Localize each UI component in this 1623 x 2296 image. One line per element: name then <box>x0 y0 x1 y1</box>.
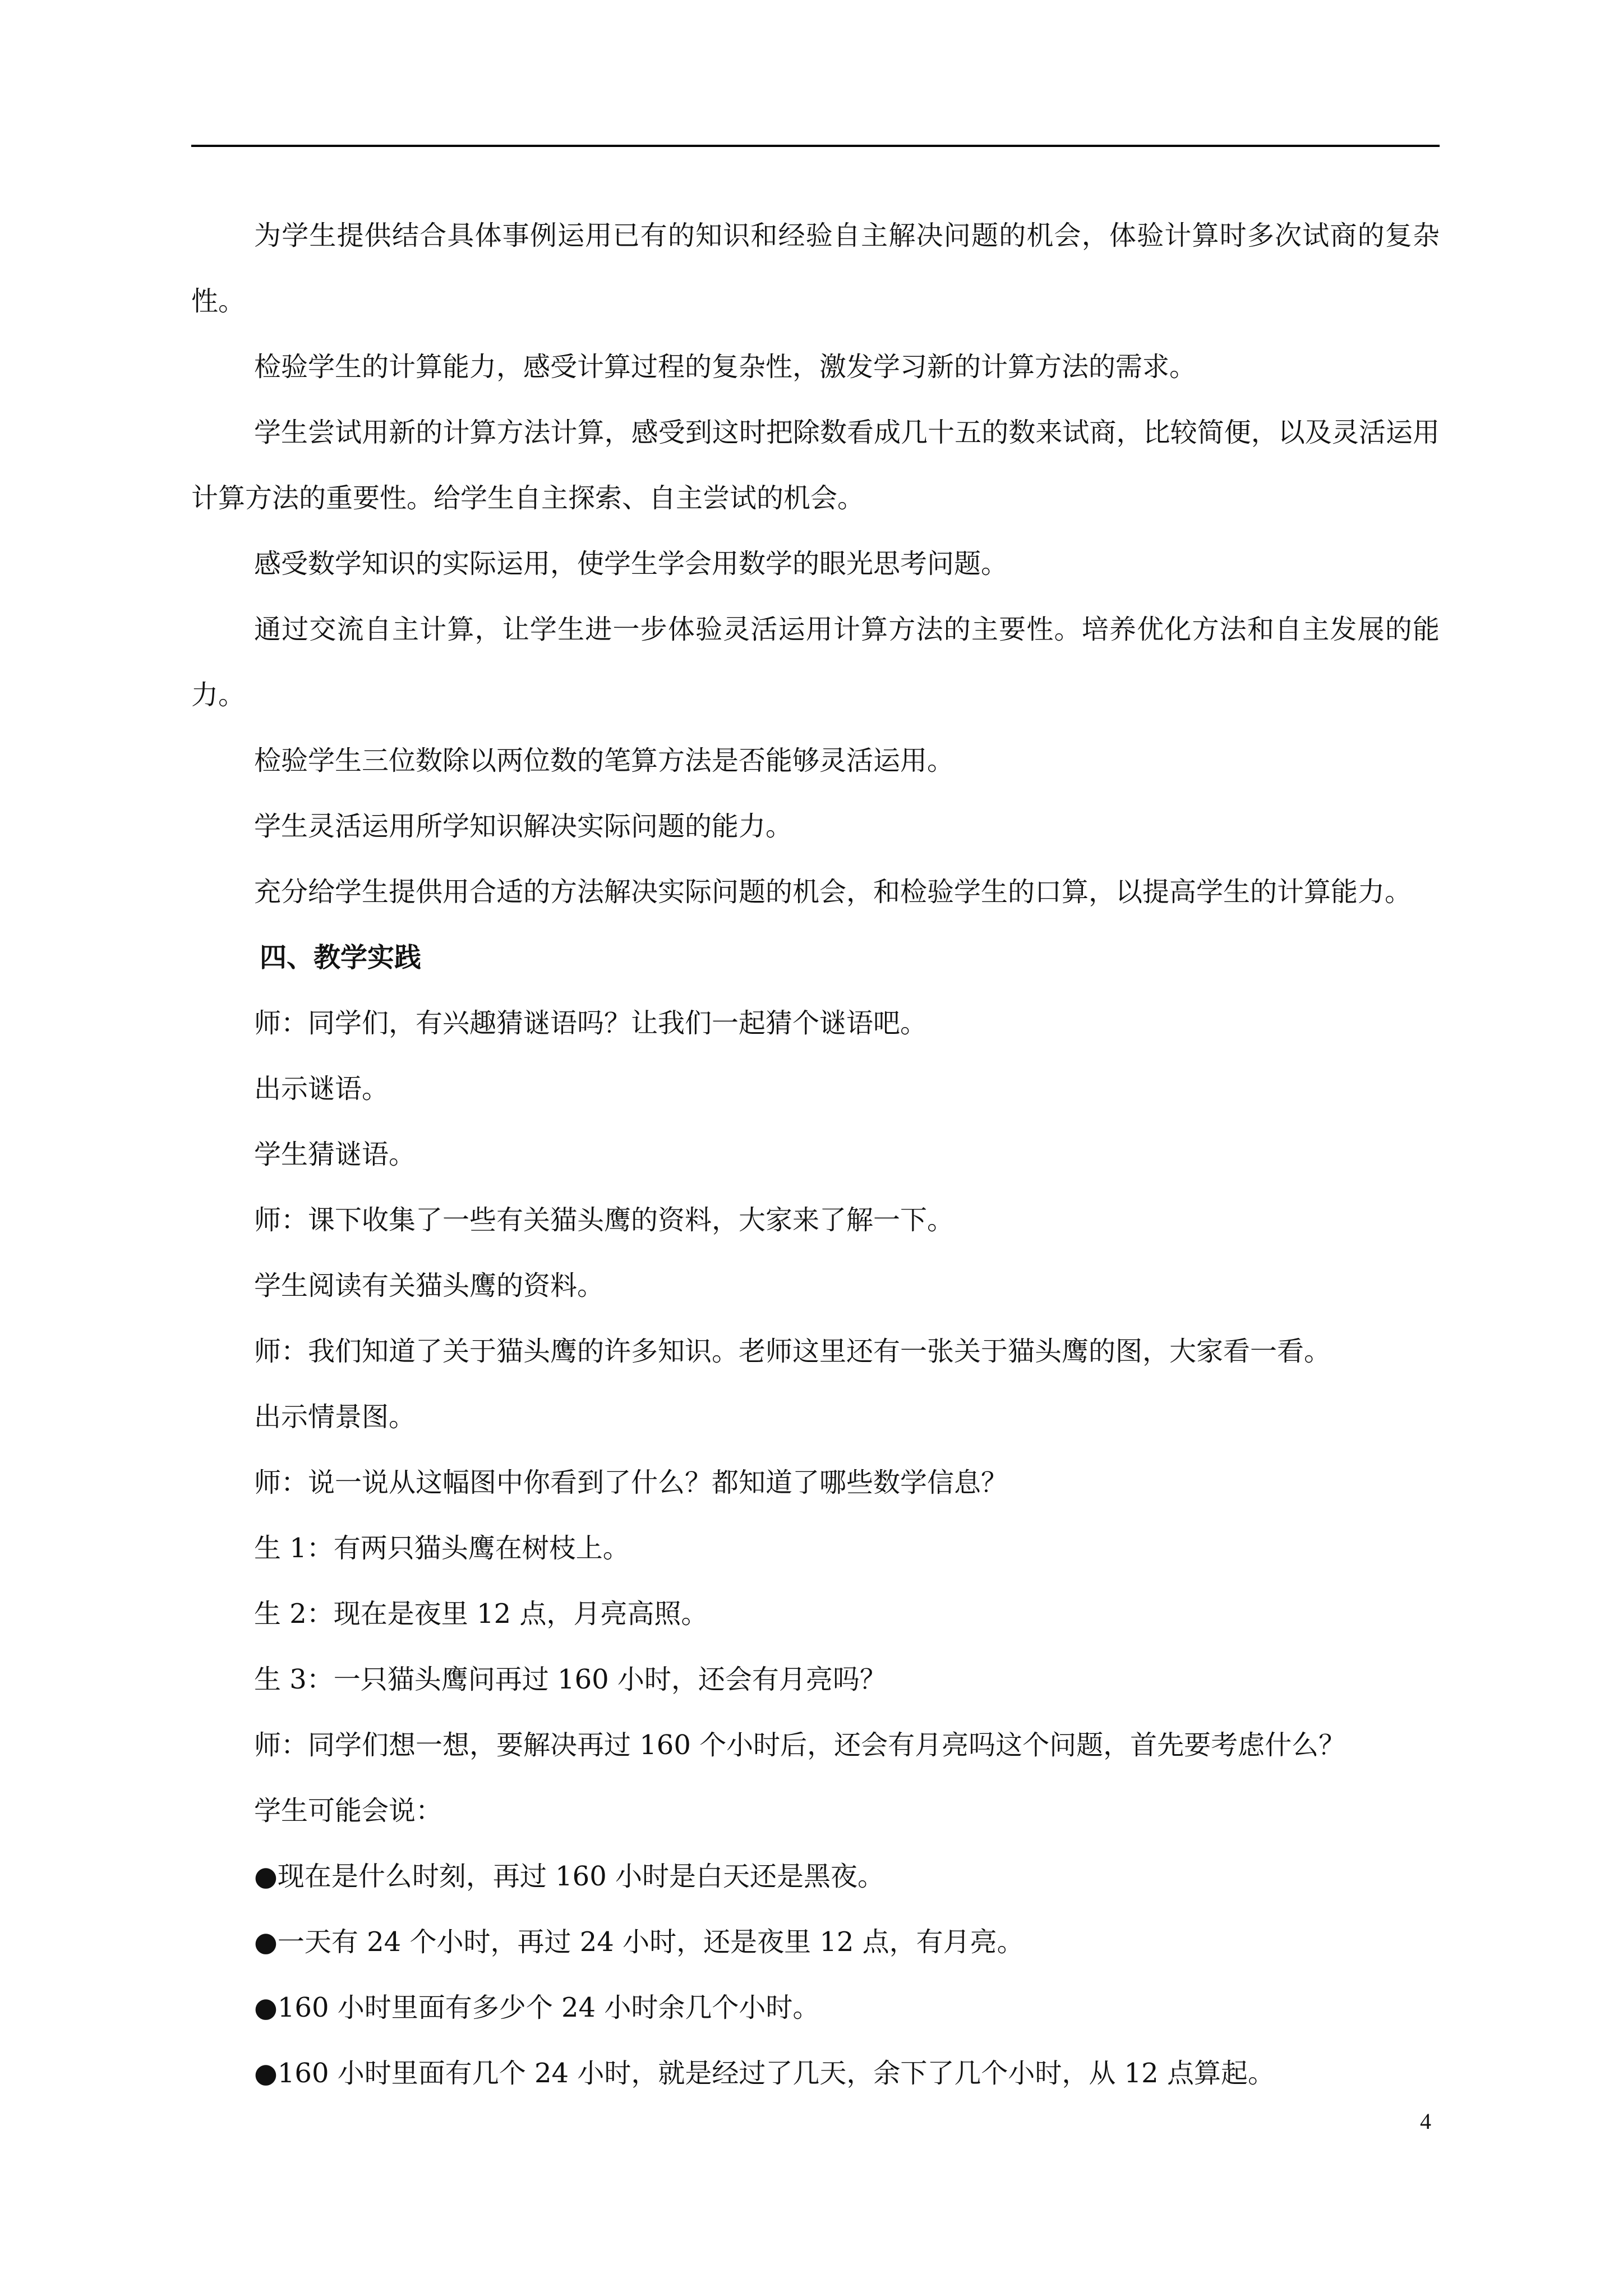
paragraph: 学生可能会说： <box>254 1795 443 1826</box>
bullet-item: ●一天有 24 个小时，再过 24 小时，还是夜里 12 点，有月亮。 <box>254 1926 1024 1958</box>
paragraph: 为学生提供结合具体事例运用已有的知识和经验自主解决问题的机会，体验计算时多次试商的复杂性。 <box>191 220 1440 317</box>
header-rule <box>191 145 1440 147</box>
paragraph: 检验学生三位数除以两位数的笔算方法是否能够灵活运用。 <box>254 745 955 776</box>
paragraph: 学生阅读有关猫头鹰的资料。 <box>254 1270 605 1301</box>
paragraph: 出示谜语。 <box>254 1073 389 1105</box>
paragraph: 通过交流自主计算，让学生进一步体验灵活运用计算方法的主要性。培养优化方法和自主发展的能力。 <box>191 614 1440 711</box>
paragraph: 师：同学们想一想，要解决再过 160 个小时后，还会有月亮吗这个问题，首先要考虑什么？ <box>254 1729 1346 1761</box>
paragraph: 出示情景图。 <box>254 1401 416 1433</box>
bullet-item: ●现在是什么时刻，再过 160 小时是白天还是黑夜。 <box>254 1861 885 1892</box>
paragraph: 生 3：一只猫头鹰问再过 160 小时，还会有月亮吗？ <box>254 1664 887 1695</box>
paragraph: 生 1：有两只猫头鹰在树枝上。 <box>254 1533 630 1564</box>
bullet-item: ●160 小时里面有多少个 24 小时余几个小时。 <box>254 1992 820 2023</box>
paragraph: 学生尝试用新的计算方法计算，感受到这时把除数看成几十五的数来试商，比较简便，以及灵活运用计算方法的重要性。给学生自主探索、自主尝试的机会。 <box>191 417 1440 514</box>
document-body <box>191 203 1440 2106</box>
paragraph: 师：说一说从这幅图中你看到了什么？都知道了哪些数学信息？ <box>254 1467 1008 1498</box>
paragraph: 学生灵活运用所学知识解决实际问题的能力。 <box>254 811 793 842</box>
page-number: 4 <box>1420 2109 1431 2134</box>
section-heading: 四、教学实践 <box>260 942 422 973</box>
paragraph: 生 2：现在是夜里 12 点，月亮高照。 <box>254 1598 708 1630</box>
paragraph: 师：我们知道了关于猫头鹰的许多知识。老师这里还有一张关于猫头鹰的图，大家看一看。 <box>254 1336 1331 1367</box>
paragraph: 充分给学生提供用合适的方法解决实际问题的机会，和检验学生的口算，以提高学生的计算能力。 <box>254 876 1412 908</box>
paragraph: 感受数学知识的实际运用，使学生学会用数学的眼光思考问题。 <box>254 548 1008 579</box>
paragraph: 师：课下收集了一些有关猫头鹰的资料，大家来了解一下。 <box>254 1204 955 1236</box>
paragraph: 学生猜谜语。 <box>254 1139 416 1170</box>
bullet-item: ●160 小时里面有几个 24 小时，就是经过了几天，余下了几个小时，从 12 点算起。 <box>254 2058 1275 2089</box>
paragraph: 师：同学们，有兴趣猜谜语吗？让我们一起猜个谜语吧。 <box>254 1007 928 1039</box>
paragraph: 检验学生的计算能力，感受计算过程的复杂性，激发学习新的计算方法的需求。 <box>254 351 1197 383</box>
